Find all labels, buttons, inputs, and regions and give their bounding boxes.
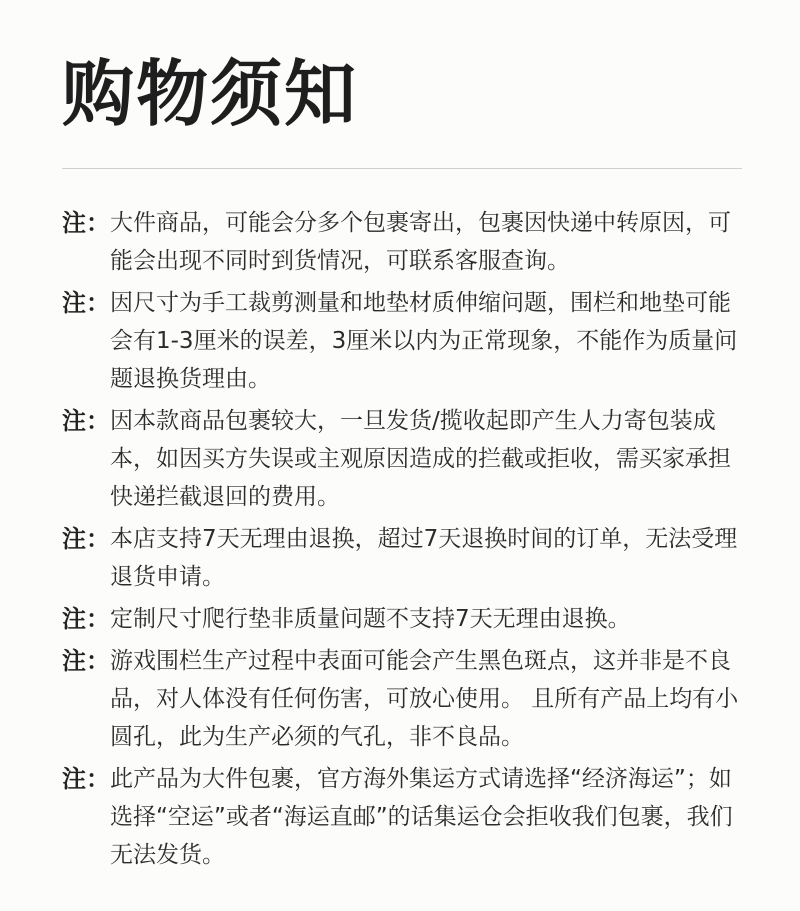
note-text: 因本款商品包裹较大，一旦发货/揽收起即产生人力寄包装成本，如因买方失误或主观原因造成的拦截或拒收，需买家承担快递拦截退回的费用。 — [110, 408, 731, 510]
note-text: 本店支持7天无理由退换，超过7天退换时间的订单，无法受理退货申请。 — [110, 526, 738, 590]
title-divider — [62, 168, 742, 169]
note-item-6 — [62, 642, 752, 756]
note-item-5 — [62, 600, 752, 638]
note-label: 注： — [62, 525, 110, 553]
note-label: 注： — [62, 407, 110, 435]
note-label: 注： — [62, 289, 110, 317]
note-label: 注： — [62, 765, 110, 793]
note-item-1 — [62, 204, 752, 280]
note-label: 注： — [62, 647, 110, 675]
note-text: 因尺寸为手工裁剪测量和地垫材质伸缩问题，围栏和地垫可能会有1-3厘米的误差，3厘米以内为正常现象，不能作为质量问题退换货理由。 — [110, 290, 738, 392]
note-item-3 — [62, 402, 752, 516]
note-text: 此产品为大件包裹，官方海外集运方式请选择“经济海运”；如选择“空运”或者“海运直邮”的话集运仓会拒收我们包裹，我们无法发货。 — [110, 766, 733, 868]
note-item-2 — [62, 284, 752, 398]
note-label: 注： — [62, 605, 110, 633]
note-label: 注： — [62, 209, 110, 237]
note-text: 大件商品，可能会分多个包裹寄出，包裹因快递中转原因，可能会出现不同时到货情况，可联系客服查询。 — [110, 210, 731, 274]
note-item-7 — [62, 760, 752, 874]
note-text: 游戏围栏生产过程中表面可能会产生黑色斑点，这并非是不良品，对人体没有任何伤害，可放心使用。 且所有产品上均有小圆孔，此为生产必须的气孔，非不良品。 — [110, 648, 739, 750]
page-title: 购物须知 — [62, 52, 359, 136]
notes-list — [62, 204, 752, 878]
note-item-4 — [62, 520, 752, 596]
note-text: 定制尺寸爬行垫非质量问题不支持7天无理由退换。 — [110, 606, 631, 632]
